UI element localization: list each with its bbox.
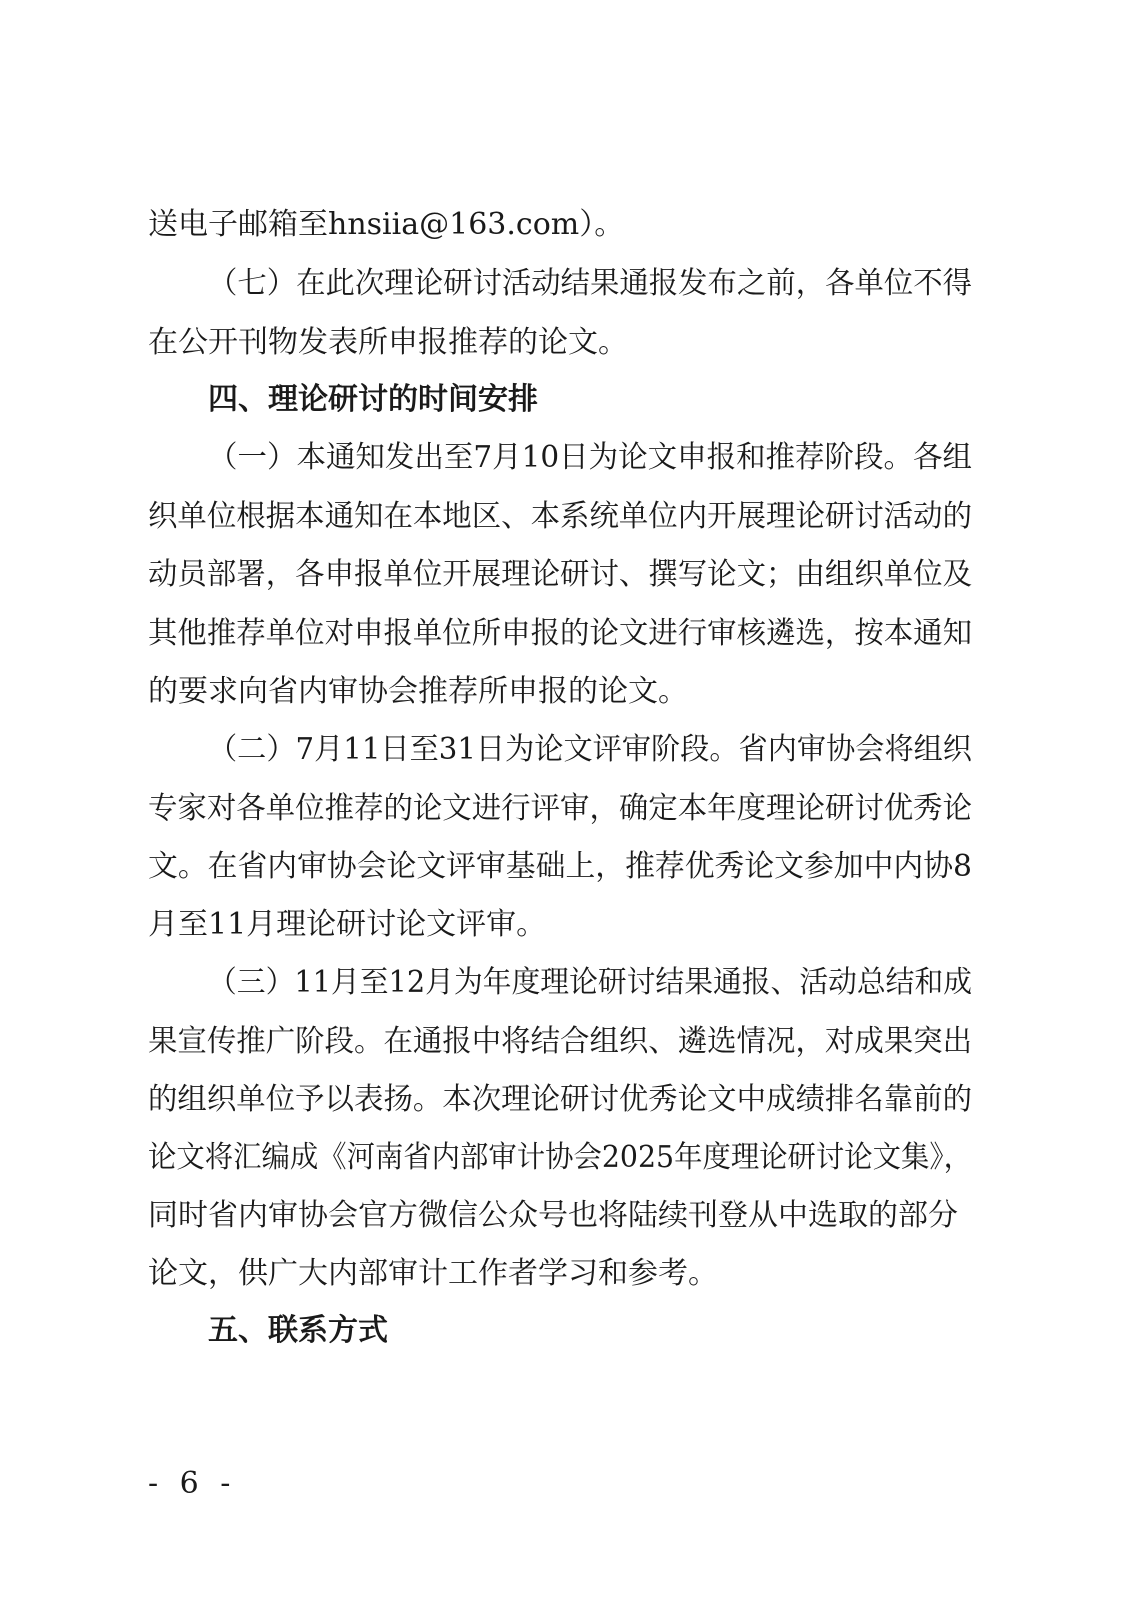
line-text: 织单位根据本通知在本地区、本系统单位内开展理论研讨活动的 (148, 499, 973, 534)
page-number: - 6 - (148, 1466, 237, 1501)
line-text: （三）11月至12月为年度理论研讨结果通报、活动总结和成 (208, 965, 973, 1000)
line-text: 专家对各单位推荐的论文进行评审，确定本年度理论研讨优秀论 (148, 791, 973, 826)
heading-text: 四、理论研讨的时间安排 (208, 382, 538, 417)
line-text: （七）在此次理论研讨活动结果通报发布之前，各单位不得 (208, 266, 973, 301)
line-text: 论文，供广大内部审计工作者学习和参考。 (148, 1256, 718, 1291)
line-text: 月至11月理论研讨论文评审。 (148, 907, 547, 942)
line-text: 的要求向省内审协会推荐所申报的论文。 (148, 674, 688, 709)
line-text: 其他推荐单位对申报单位所申报的论文进行审核遴选，按本通知 (148, 616, 973, 651)
line-text: 动员部署，各申报单位开展理论研讨、撰写论文；由组织单位及 (148, 557, 973, 592)
line-text: （二）7月11日至31日为论文评审阶段。省内审协会将组织 (208, 732, 972, 767)
heading-text: 五、联系方式 (208, 1313, 388, 1348)
line-text: 文。在省内审协会论文评审基础上，推荐优秀论文参加中内协8 (148, 849, 973, 884)
line-text: 果宣传推广阶段。在通报中将结合组织、遴选情况，对成果突出 (148, 1024, 973, 1059)
line-text: 的组织单位予以表扬。本次理论研讨优秀论文中成绩排名靠前的 (148, 1082, 973, 1117)
line-text: （一）本通知发出至7月10日为论文申报和推荐阶段。各组 (208, 440, 972, 475)
line-text: 同时省内审协会官方微信公众号也将陆续刊登从中选取的部分 (148, 1198, 958, 1233)
line-text: 论文将汇编成《河南省内部审计协会2025年度理论研讨论文集》， (148, 1140, 972, 1175)
line-text: 在公开刊物发表所申报推荐的论文。 (148, 325, 628, 360)
line-text: 送电子邮箱至hnsiia@163.com）。 (148, 207, 625, 242)
